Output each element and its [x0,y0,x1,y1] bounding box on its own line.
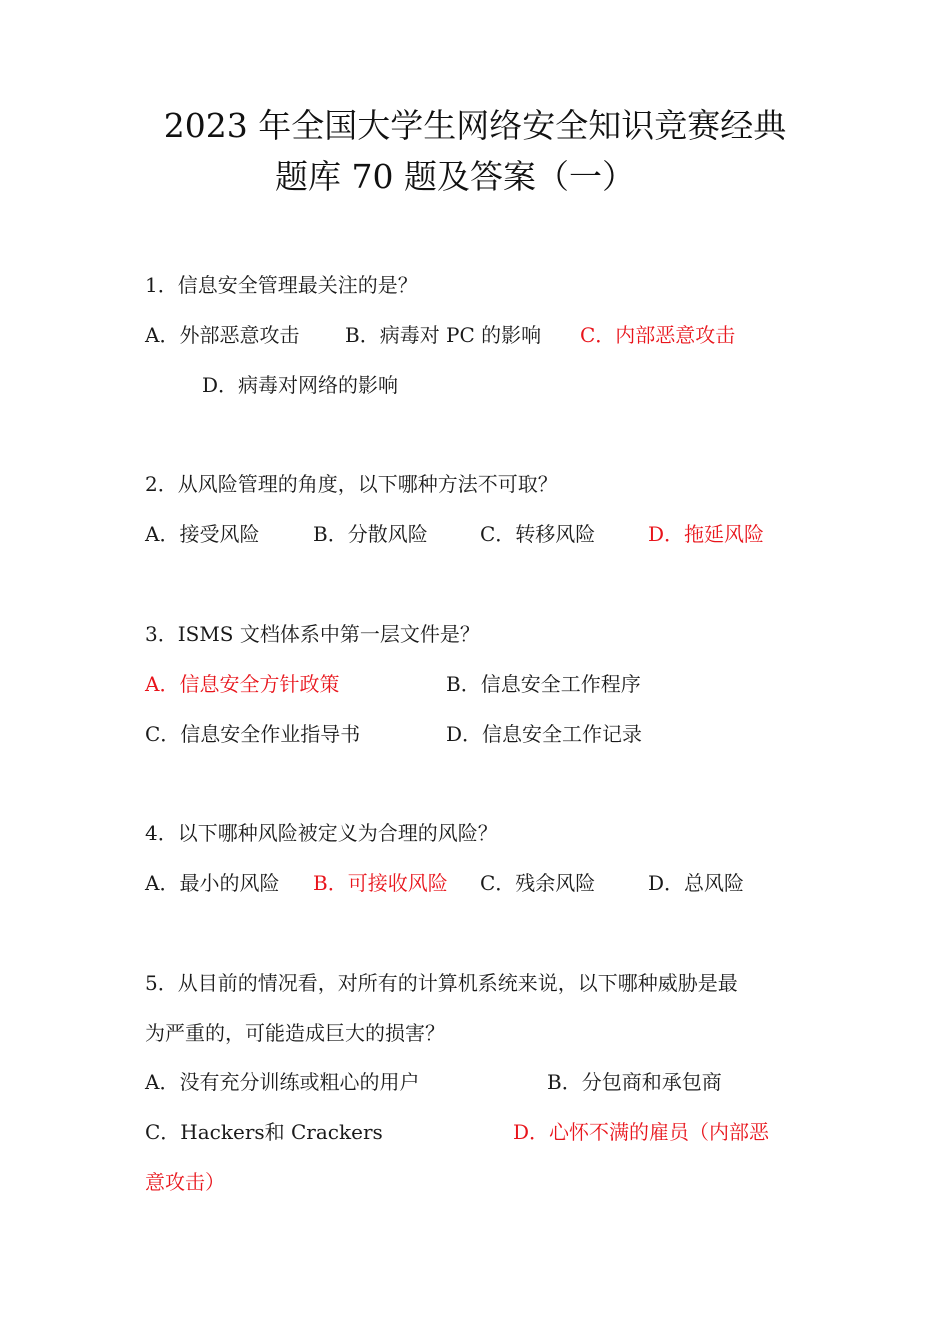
option-d: D．总风险 [648,871,745,895]
question-stem: 2．从风险管理的角度，以下哪种方法不可取？ [145,472,558,496]
option-c: C．Hackers和 Crackers [145,1120,383,1144]
option-b: B．分包商和承包商 [547,1070,722,1094]
option-a: A．没有充分训练或粗心的用户 [145,1070,420,1094]
option-c: C．信息安全作业指导书 [145,722,361,746]
option-c: C．转移风险 [480,522,596,546]
option-d: D．病毒对网络的影响 [202,373,399,397]
option-c: C．残余风险 [480,871,596,895]
option-b: B．分散风险 [313,522,428,546]
option-d-continued: 意攻击） [145,1170,225,1194]
question-stem-line-1: 5．从目前的情况看，对所有的计算机系统来说，以下哪种威胁是最 [145,971,738,995]
option-d-correct: D．心怀不满的雇员（内部恶 [513,1120,770,1144]
option-b: B．病毒对 PC 的影响 [345,323,542,347]
option-a: A．外部恶意攻击 [145,323,300,347]
option-a: A．接受风险 [145,522,260,546]
question-stem: 3．ISMS 文档体系中第一层文件是？ [145,622,480,646]
option-d-correct: D．拖延风险 [648,522,765,546]
question-stem: 4．以下哪种风险被定义为合理的风险？ [145,821,498,845]
title-line-2: 题库 70 题及答案（一） [275,157,635,196]
question-stem: 1．信息安全管理最关注的是？ [145,273,418,297]
option-b-correct: B．可接收风险 [313,871,448,895]
option-c-correct: C．内部恶意攻击 [580,323,736,347]
option-d: D．信息安全工作记录 [446,722,643,746]
title-line-1: 2023 年全国大学生网络安全知识竞赛经典 [163,106,787,145]
option-a: A．最小的风险 [145,871,280,895]
option-b: B．信息安全工作程序 [446,672,641,696]
option-a-correct: A．信息安全方针政策 [145,672,340,696]
question-stem-line-2: 为严重的，可能造成巨大的损害？ [145,1021,445,1045]
